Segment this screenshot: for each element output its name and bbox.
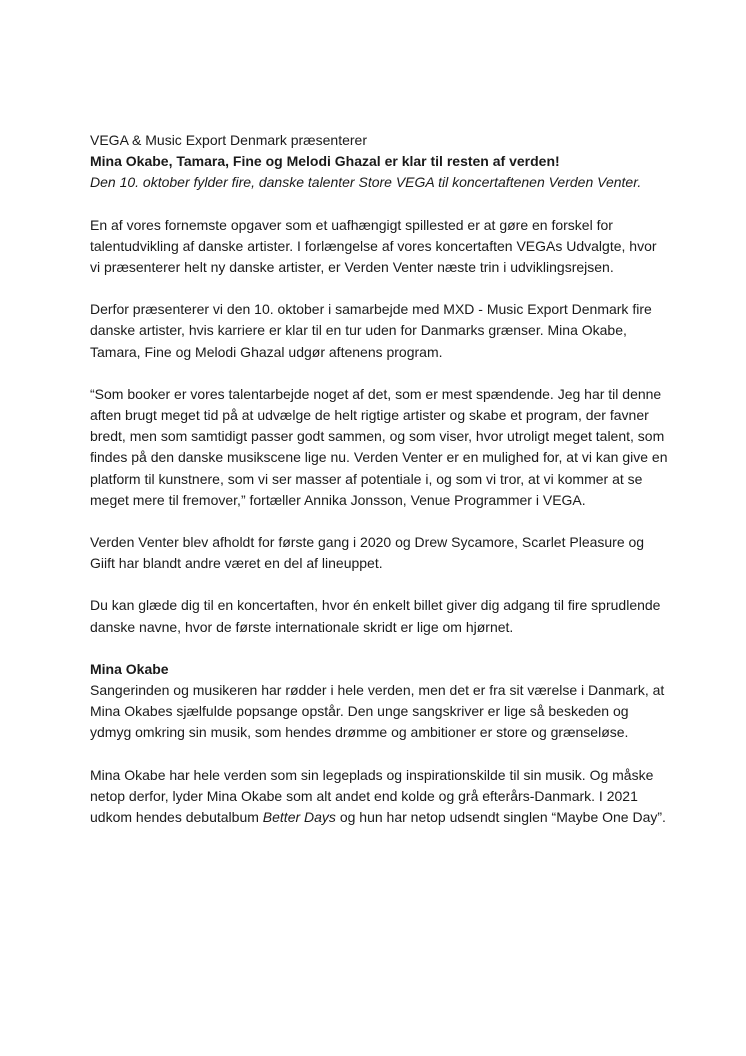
subheadline: Den 10. oktober fylder fire, danske talenter Store VEGA til koncertaftenen Verden Venter. [90,174,642,191]
section-paragraph [90,765,670,829]
headline: Mina Okabe, Tamara, Fine og Melodi Ghazal er klar til resten af verden! [90,153,560,170]
body-paragraph: Verden Venter blev afholdt for første gang i 2020 og Drew Sycamore, Scarlet Pleasure og Giift har blandt andre været en del af lineuppet. [90,534,645,572]
text-span: Mina Okabe har hele verden som sin legeplads og inspirationskilde til sin musik. Og måske netop derfor, lyder Mina Okabe som alt andet end kolde og grå efterårs-Danmark. I 2021 udkom hendes debutalbum [90,766,654,826]
section-paragraph: Sangerinden og musikeren har rødder i hele verden, men det er fra sit værelse i Danmark, at Mina Okabes sjælfulde popsange opstår. Den unge sangskriver er lige så beskeden og ydmyg omkring sin musik, som hendes drømme og ambitioner er store og grænseløse. [90,682,665,741]
intro-line: VEGA & Music Export Denmark præsenterer [90,132,367,148]
body-paragraph: Derfor præsenterer vi den 10. oktober i samarbejde med MXD - Music Export Denmark fire danske artister, hvis karriere er klar til en tur uden for Danmarks grænser. Mina Okabe, Tamara, Fine og Melodi Ghazal udgør aftenens program. [90,301,652,360]
body-paragraph: Du kan glæde dig til en koncertaften, hvor én enkelt billet giver dig adgang til fire sprudlende danske navne, hvor de første internationale skridt er lige om hjørnet. [90,597,661,635]
document-page [90,130,670,828]
text-span: og hun har netop udsendt singlen “Maybe One Day”. [335,809,666,826]
section-heading: Mina Okabe [90,660,169,677]
body-paragraph: En af vores fornemste opgaver som et uafhængigt spillested er at gøre en forskel for talentudvikling af danske artister. I forlængelse af vores koncertaften VEGAs Udvalgte, hvor vi præsenterer helt ny danske artister, er Verden Venter næste trin i udviklingsrejsen. [90,216,657,276]
album-title: Better Days [262,809,336,826]
quote-paragraph: “Som booker er vores talentarbejde noget af det, som er mest spændende. Jeg har til denne aften brugt meget tid på at udvælge de helt rigtige artister og skabe et program, der favner bredt, men som samtidigt passer godt sammen, og som viser, hvor utroligt meget talent, som findes på den danske musikscene lige nu. Verden Venter er en mulighed for, at vi kan give en platform til kunstnere, som vi ser masser af potentiale i, og som vi tror, at vi kommer at se meget mere til fremover,” fortæller Annika Jonsson, Venue Programmer i VEGA. [90,385,668,508]
